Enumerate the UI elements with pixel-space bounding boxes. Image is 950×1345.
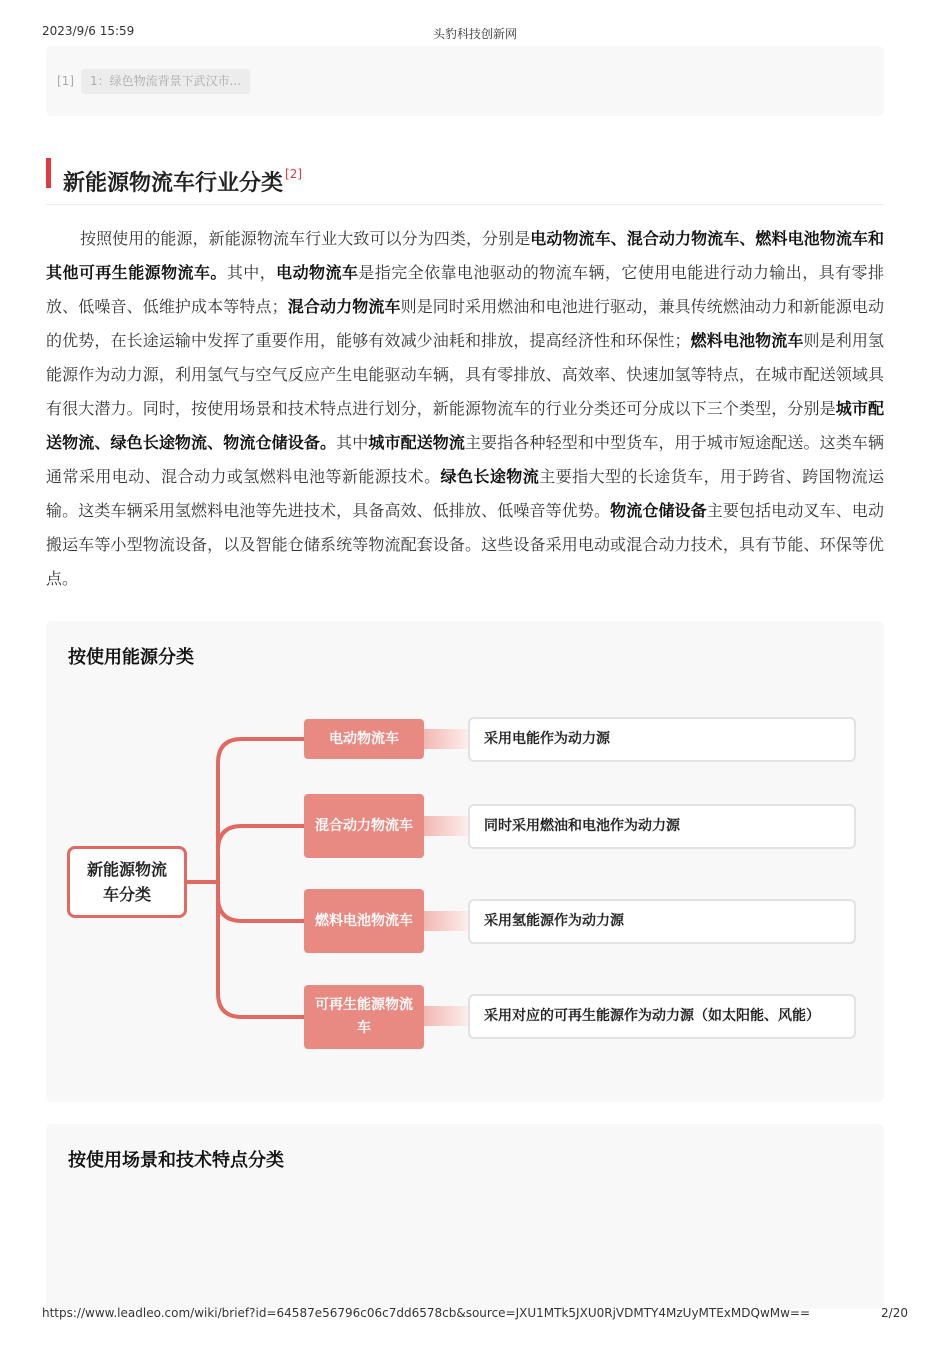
section-title xyxy=(63,157,302,201)
connector-branch xyxy=(218,882,304,921)
bold-term: 绿色长途物流 xyxy=(440,467,540,486)
connector-leaf xyxy=(424,816,470,836)
connector-leaf xyxy=(424,911,470,931)
section-title-text: 新能源物流车行业分类 xyxy=(63,171,284,196)
print-date: 2023/9/6 15:59 xyxy=(42,24,135,38)
reference-number: [1] xyxy=(57,74,74,88)
section-divider xyxy=(46,204,884,205)
text-run: 主要指各种轻型和中型货车，用于城市短途配送。这类车辆通常采用电动、混合动力或氢燃料电池等新能源技术。 xyxy=(46,433,884,486)
mindmap-branch: 可再生能源物流车 xyxy=(304,985,424,1049)
text-run: 是指完全依靠电池驱动的物流车辆，它使用电能进行动力输出，具有零排放、低噪音、低维护成本等特点； xyxy=(46,263,884,316)
text-run: 主要包括电动叉车、电动搬运车等小型物流设备，以及智能仓储系统等物流配套设备。这些设备采用电动或混合动力技术，具有节能、环保等优点。 xyxy=(46,501,884,588)
text-run: 其中 xyxy=(336,433,369,452)
text-run: 按照使用的能源，新能源物流车行业大致可以分为四类，分别是 xyxy=(80,229,531,248)
text-run: 则是利用氢能源作为动力源，利用氢气与空气反应产生电能驱动车辆，具有零排放、高效率、快速加氢等特点，在城市配送领域具有很大潜力。同时，按使用场景和技术特点进行划分，新能源物流车的行业分类还可分成以下三个类型，分别是 xyxy=(46,331,884,418)
body-paragraph xyxy=(46,222,884,596)
text-run: 其中， xyxy=(226,263,277,282)
bold-term: 燃料电池物流车 xyxy=(690,331,804,350)
energy-classification-card xyxy=(46,621,884,1102)
connector-branch xyxy=(218,882,304,1017)
mindmap-leaf: 采用对应的可再生能源作为动力源（如太阳能、风能） xyxy=(468,994,856,1039)
text-run: 主要指大型的长途货车，用于跨省、跨国物流运输。这类车辆采用氢燃料电池等先进技术，具备高效、低排放、低噪音等优势。 xyxy=(46,467,884,520)
scenario-classification-card xyxy=(46,1124,884,1309)
footer-url: https://www.leadleo.com/wiki/brief?id=64587e56796c06c7dd6578cb&source=JXU1MTk5JXU0RjVDMTY4MzUyMTExMDQwMw== xyxy=(42,1306,811,1320)
connector-branch xyxy=(218,826,304,882)
bold-term: 混合动力物流车 xyxy=(287,297,401,316)
connector-leaf xyxy=(424,1006,470,1026)
connector-leaf xyxy=(424,729,470,749)
card-title: 按使用场景和技术特点分类 xyxy=(68,1150,284,1171)
bold-term: 电动物流车、混合动力物流车、燃料电池物流车和其他可再生能源物流车。 xyxy=(46,229,884,282)
mindmap-leaf: 采用氢能源作为动力源 xyxy=(468,899,856,944)
mindmap-branch: 混合动力物流车 xyxy=(304,794,424,858)
citation-link[interactable]: [2] xyxy=(285,167,303,181)
section-accent-bar xyxy=(46,158,51,188)
bold-term: 电动物流车 xyxy=(276,263,359,282)
mindmap-branch: 燃料电池物流车 xyxy=(304,889,424,953)
bold-term: 城市配送物流、绿色长途物流、物流仓储设备。 xyxy=(46,399,884,452)
text-run: 则是同时采用燃油和电池进行驱动，兼具传统燃油动力和新能源电动的优势，在长途运输中发挥了重要作用，能够有效减少油耗和排放，提高经济性和环保性； xyxy=(46,297,884,350)
mindmap-branch: 电动物流车 xyxy=(304,719,424,759)
mindmap-root: 新能源物流车分类 xyxy=(67,846,187,918)
bold-term: 物流仓储设备 xyxy=(610,501,707,520)
mindmap-leaf: 采用电能作为动力源 xyxy=(468,717,856,762)
reference-link[interactable]: 1：绿色物流背景下武汉市... xyxy=(81,69,250,94)
page-number: 2/20 xyxy=(881,1306,908,1320)
site-name: 头豹科技创新网 xyxy=(432,27,517,41)
connector-branch xyxy=(218,739,304,882)
mindmap-leaf: 同时采用燃油和电池作为动力源 xyxy=(468,804,856,849)
reference-box xyxy=(46,46,884,116)
bold-term: 城市配送物流 xyxy=(368,433,466,452)
card-title: 按使用能源分类 xyxy=(68,647,194,668)
